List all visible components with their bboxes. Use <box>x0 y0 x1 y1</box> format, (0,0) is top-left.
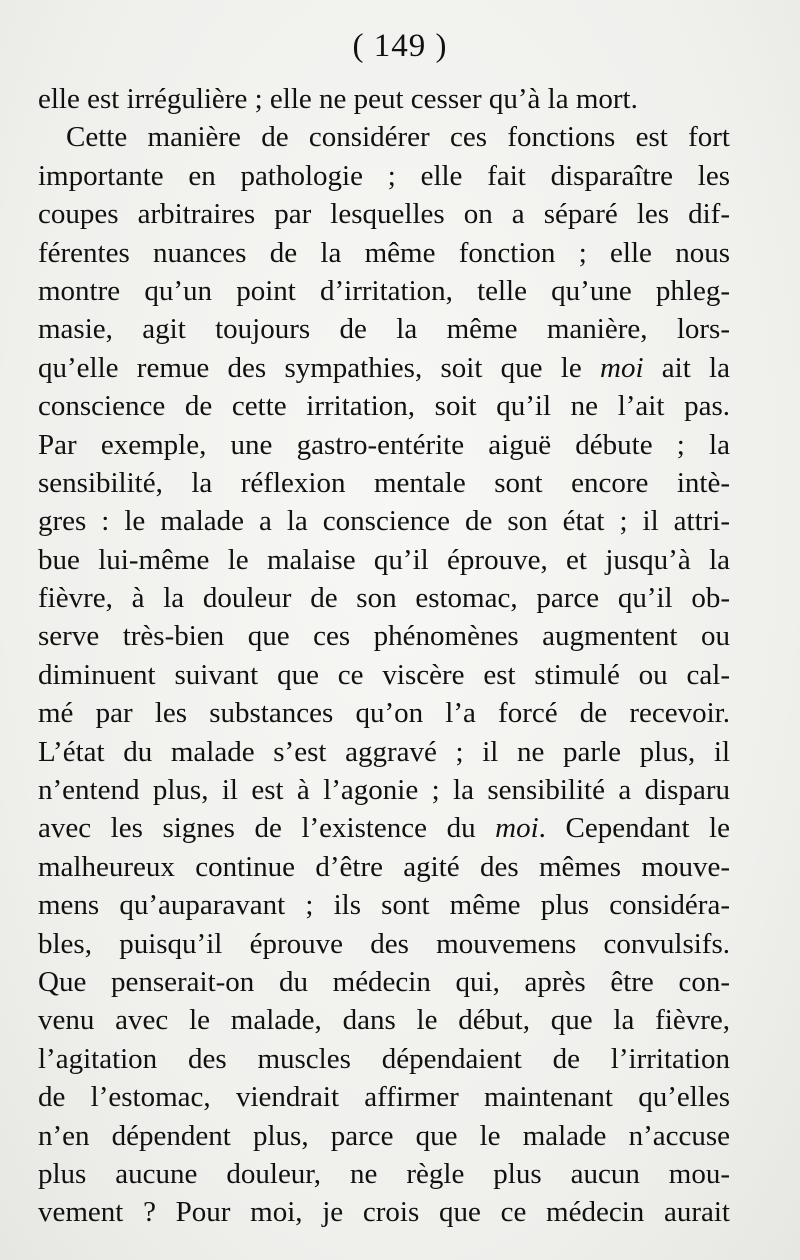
text-line: mens qu’auparavant ; ils sont même plus considéra- <box>38 889 730 922</box>
text-line: vement ? Pour moi, je crois que ce médecin aurait <box>38 1196 730 1229</box>
text-line: avec les signes de l’existence du moi. Cependant le <box>38 812 730 845</box>
text-line: coupes arbitraires par lesquelles on a séparé les dif- <box>38 198 730 231</box>
text-line: de l’estomac, viendrait affirmer maintenant qu’elles <box>38 1081 730 1114</box>
text-line: malheureux continue d’être agité des mêmes mouve- <box>38 850 730 883</box>
text-line: fièvre, à la douleur de son estomac, parce qu’il ob- <box>38 582 730 615</box>
text-line: conscience de cette irritation, soit qu’il ne l’ait pas. <box>38 390 730 423</box>
text-line: venu avec le malade, dans le début, que la fièvre, <box>38 1004 730 1037</box>
text-line: qu’elle remue des sympathies, soit que le moi ait la <box>38 351 730 384</box>
italic-word: moi <box>600 351 644 384</box>
text-line: diminuent suivant que ce viscère est stimulé ou cal- <box>38 658 730 691</box>
text-line: Par exemple, une gastro-entérite aiguë débute ; la <box>38 428 730 461</box>
text-line: montre qu’un point d’irritation, telle qu’une phleg- <box>38 274 730 307</box>
page-number: ( 149 ) <box>352 28 448 64</box>
text-line: bles, puisqu’il éprouve des mouvemens convulsifs. <box>38 927 730 960</box>
text-line: importante en pathologie ; elle fait disparaître les <box>38 159 730 192</box>
text-line: elle est irrégulière ; elle ne peut cesser qu’à la mort. <box>38 83 638 115</box>
text-line: mé par les substances qu’on l’a forcé de recevoir. <box>38 697 730 730</box>
text-line: masie, agit toujours de la même manière, lors- <box>38 313 730 346</box>
text-line: bue lui-même le malaise qu’il éprouve, et jusqu’à la <box>38 543 730 576</box>
text-line: serve très-bien que ces phénomènes augmentent ou <box>38 620 730 653</box>
text-line: férentes nuances de la même fonction ; elle nous <box>38 236 730 269</box>
body-text <box>38 80 730 1232</box>
text-line: n’en dépendent plus, parce que le malade n’accuse <box>38 1119 730 1152</box>
text-line: sensibilité, la réflexion mentale sont encore intè- <box>38 466 730 499</box>
text-line: plus aucune douleur, ne règle plus aucun mou- <box>38 1157 730 1190</box>
text-line: gres : le malade a la conscience de son état ; il attri- <box>38 505 730 538</box>
italic-word: moi <box>495 812 539 845</box>
text-line: Cette manière de considérer ces fonctions est fort <box>66 121 730 154</box>
text-line: L’état du malade s’est aggravé ; il ne parle plus, il <box>38 735 730 768</box>
text-line: n’entend plus, il est à l’agonie ; la sensibilité a disparu <box>38 774 730 807</box>
text-line: Que penserait-on du médecin qui, après être con- <box>38 965 730 998</box>
text-line: l’agitation des muscles dépendaient de l’irritation <box>38 1042 730 1075</box>
